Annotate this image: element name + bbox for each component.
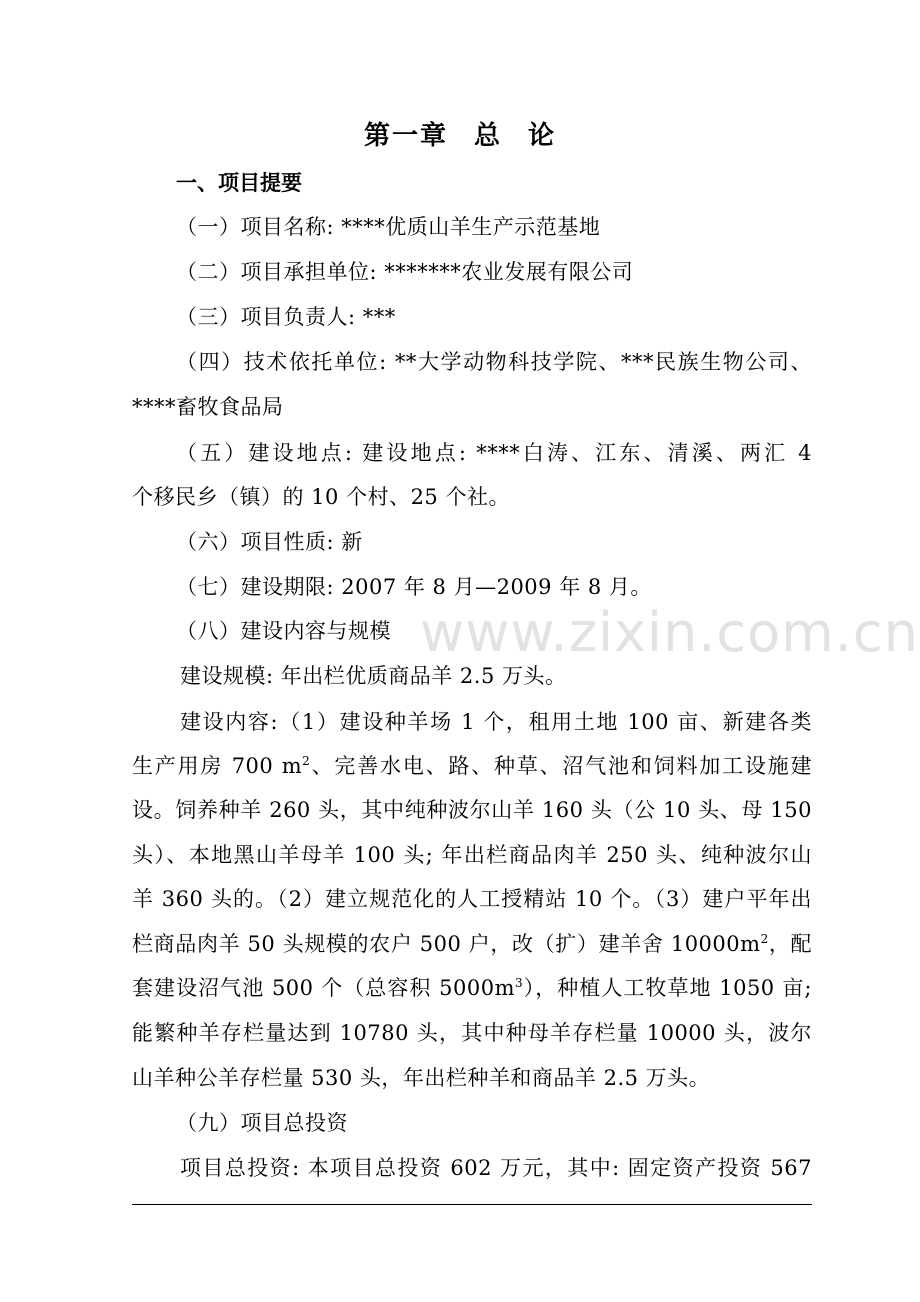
watermark: www.zixin.com.cn bbox=[420, 601, 919, 664]
chapter-title-number: 第一章 bbox=[363, 121, 448, 151]
footer-rule bbox=[132, 1204, 812, 1205]
content-line-7-part-a: 套建设沼气池 500 个（总容积 5000m bbox=[132, 976, 515, 1000]
content-line-6-part-a: 栏商品肉羊 50 头规模的农户 500 户，改（扩）建羊舍 10000m bbox=[132, 932, 761, 956]
content-line-1: 建设内容:（1）建设种羊场 1 个，租用土地 100 亩、新建各类 bbox=[180, 710, 812, 734]
chapter-title-word1: 总 bbox=[473, 121, 502, 151]
item-invest-heading: （九）项目总投资 bbox=[176, 1111, 348, 1135]
content-line-2 bbox=[132, 749, 812, 783]
item-site-line2: 个移民乡（镇）的 10 个村、25 个社。 bbox=[132, 485, 510, 509]
item-project-leader: （三）项目负责人: *** bbox=[176, 305, 396, 329]
section-heading: 一、项目提要 bbox=[176, 171, 302, 195]
item-scale: 建设规模: 年出栏优质商品羊 2.5 万头。 bbox=[180, 664, 567, 688]
item-invest-line1: 项目总投资: 本项目总投资 602 万元，其中: 固定资产投资 567 bbox=[180, 1156, 812, 1180]
item-tech-support-line1: （四）技术依托单位: **大学动物科技学院、***民族生物公司、 bbox=[176, 350, 812, 374]
content-line-7-part-b: ），种植人工牧草地 1050 亩; bbox=[523, 976, 812, 1000]
content-line-5: 羊 360 头的。（2）建立规范化的人工授精站 10 个。（3）建户平年出 bbox=[132, 887, 812, 911]
item-period: （七）建设期限: 2007 年 8 月—2009 年 8 月。 bbox=[176, 575, 652, 599]
item-project-name: （一）项目名称: ****优质山羊生产示范基地 bbox=[176, 215, 601, 239]
item-project-unit: （二）项目承担单位: *******农业发展有限公司 bbox=[176, 260, 634, 284]
item-site-line1: （五）建设地点: 建设地点: ****白涛、江东、清溪、两汇 4 bbox=[176, 441, 812, 465]
superscript: 3 bbox=[515, 976, 524, 990]
content-line-3: 设。饲养种羊 260 头，其中纯种波尔山羊 160 头（公 10 头、母 150 bbox=[132, 798, 812, 822]
content-line-8: 能繁种羊存栏量达到 10780 头，其中种母羊存栏量 10000 头，波尔 bbox=[132, 1021, 812, 1045]
content-line-6 bbox=[132, 927, 812, 961]
content-line-2-part-b: 、完善水电、路、种草、沼气池和饲料加工设施建 bbox=[310, 754, 812, 778]
content-line-4: 头）、本地黑山羊母羊 100 头; 年出栏商品肉羊 250 头、纯种波尔山 bbox=[132, 843, 812, 867]
content-line-6-part-b: ，配 bbox=[768, 932, 812, 956]
content-line-9: 山羊种公羊存栏量 530 头，年出栏种羊和商品羊 2.5 万头。 bbox=[132, 1066, 711, 1090]
item-tech-support-line2: ****畜牧食品局 bbox=[132, 395, 284, 419]
superscript: 2 bbox=[760, 932, 769, 946]
item-nature: （六）项目性质: 新 bbox=[176, 530, 363, 554]
chapter-title bbox=[0, 116, 920, 156]
content-line-2-part-a: 生产用房 700 m bbox=[132, 754, 303, 778]
content-line-7 bbox=[132, 971, 812, 1005]
superscript: 2 bbox=[302, 754, 311, 768]
item-content-heading: （八）建设内容与规模 bbox=[176, 619, 391, 643]
chapter-title-word2: 论 bbox=[528, 121, 557, 151]
